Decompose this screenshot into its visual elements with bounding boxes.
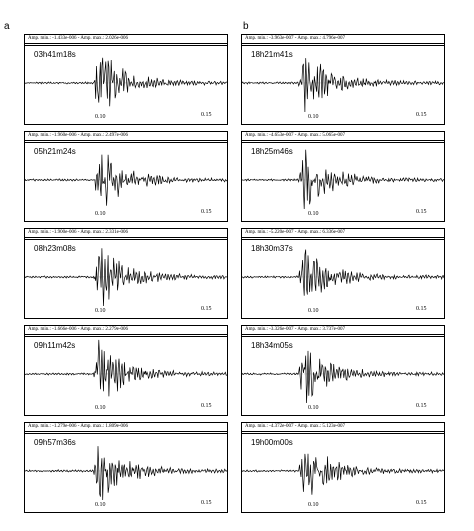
column-label: b [243, 21, 249, 32]
event-time-label: 18h25m46s [251, 147, 293, 156]
time-tick-label: 0.15 [201, 403, 212, 409]
time-tick-label: 0.10 [95, 114, 106, 120]
seismogram-panel [24, 422, 228, 513]
amplitude-range-header: Amp. min.: -3.326e-007 - Amp. max.: 3.737e-007 [242, 326, 444, 335]
amplitude-range-header: Amp. min.: -5.220e-007 - Amp. max.: 6.336e-007 [242, 229, 444, 238]
time-tick-label: 0.15 [416, 500, 427, 506]
time-tick-label: 0.10 [308, 211, 319, 217]
seismogram-panel [24, 325, 228, 416]
time-tick-label: 0.10 [308, 502, 319, 508]
time-tick-label: 0.15 [416, 306, 427, 312]
time-tick-label: 0.10 [95, 405, 106, 411]
seismogram-panel [24, 228, 228, 319]
time-tick-label: 0.10 [308, 405, 319, 411]
waveform-trace [242, 250, 444, 296]
seismogram-panel [24, 34, 228, 125]
time-tick-label: 0.15 [201, 500, 212, 506]
waveform-trace [25, 155, 227, 206]
amplitude-range-header: Amp. min.: -3.963e-007 - Amp. max.: 4.796e-007 [242, 35, 444, 44]
time-tick-label: 0.10 [308, 114, 319, 120]
seismogram-panel [241, 131, 445, 222]
time-tick-label: 0.15 [201, 112, 212, 118]
seismogram-panel [241, 34, 445, 125]
seismogram-panel [241, 228, 445, 319]
amplitude-range-header: Amp. min.: -1.279e-006 - Amp. max.: 1.809e-006 [25, 423, 227, 432]
column-label: a [4, 21, 10, 32]
event-time-label: 03h41m18s [34, 50, 76, 59]
amplitude-range-header: Amp. min.: -1.900e-006 - Amp. max.: 2.331e-006 [25, 229, 227, 238]
event-time-label: 18h34m05s [251, 341, 293, 350]
event-time-label: 08h23m08s [34, 244, 76, 253]
waveform-trace [242, 454, 444, 495]
time-tick-label: 0.10 [308, 308, 319, 314]
time-tick-label: 0.15 [416, 209, 427, 215]
event-time-label: 09h11m42s [34, 341, 76, 350]
event-time-label: 18h30m37s [251, 244, 293, 253]
waveform-trace [242, 58, 444, 112]
amplitude-range-header: Amp. min.: -4.372e-007 - Amp. max.: 5.123e-007 [242, 423, 444, 432]
event-time-label: 05h21m24s [34, 147, 76, 156]
time-tick-label: 0.15 [416, 112, 427, 118]
seismogram-panel [241, 325, 445, 416]
time-tick-label: 0.15 [201, 209, 212, 215]
time-tick-label: 0.10 [95, 211, 106, 217]
event-time-label: 18h21m41s [251, 50, 293, 59]
waveform-trace [242, 150, 444, 209]
time-tick-label: 0.10 [95, 502, 106, 508]
waveform-trace [25, 248, 227, 306]
waveform-trace [242, 351, 444, 403]
amplitude-range-header: Amp. min.: -1.433e-006 - Amp. max.: 2.026e-006 [25, 35, 227, 44]
event-time-label: 19h00m00s [251, 438, 293, 447]
time-tick-label: 0.10 [95, 308, 106, 314]
time-tick-label: 0.15 [416, 403, 427, 409]
amplitude-range-header: Amp. min.: -1.666e-006 - Amp. max.: 2.279e-006 [25, 326, 227, 335]
event-time-label: 09h57m36s [34, 438, 76, 447]
waveform-trace [25, 58, 227, 107]
waveform-trace [25, 446, 227, 500]
seismogram-panel [241, 422, 445, 513]
amplitude-range-header: Amp. min.: -1.960e-006 - Amp. max.: 2.497e-006 [25, 132, 227, 141]
seismogram-panel [24, 131, 228, 222]
amplitude-range-header: Amp. min.: -4.653e-007 - Amp. max.: 5.065e-007 [242, 132, 444, 141]
time-tick-label: 0.15 [201, 306, 212, 312]
